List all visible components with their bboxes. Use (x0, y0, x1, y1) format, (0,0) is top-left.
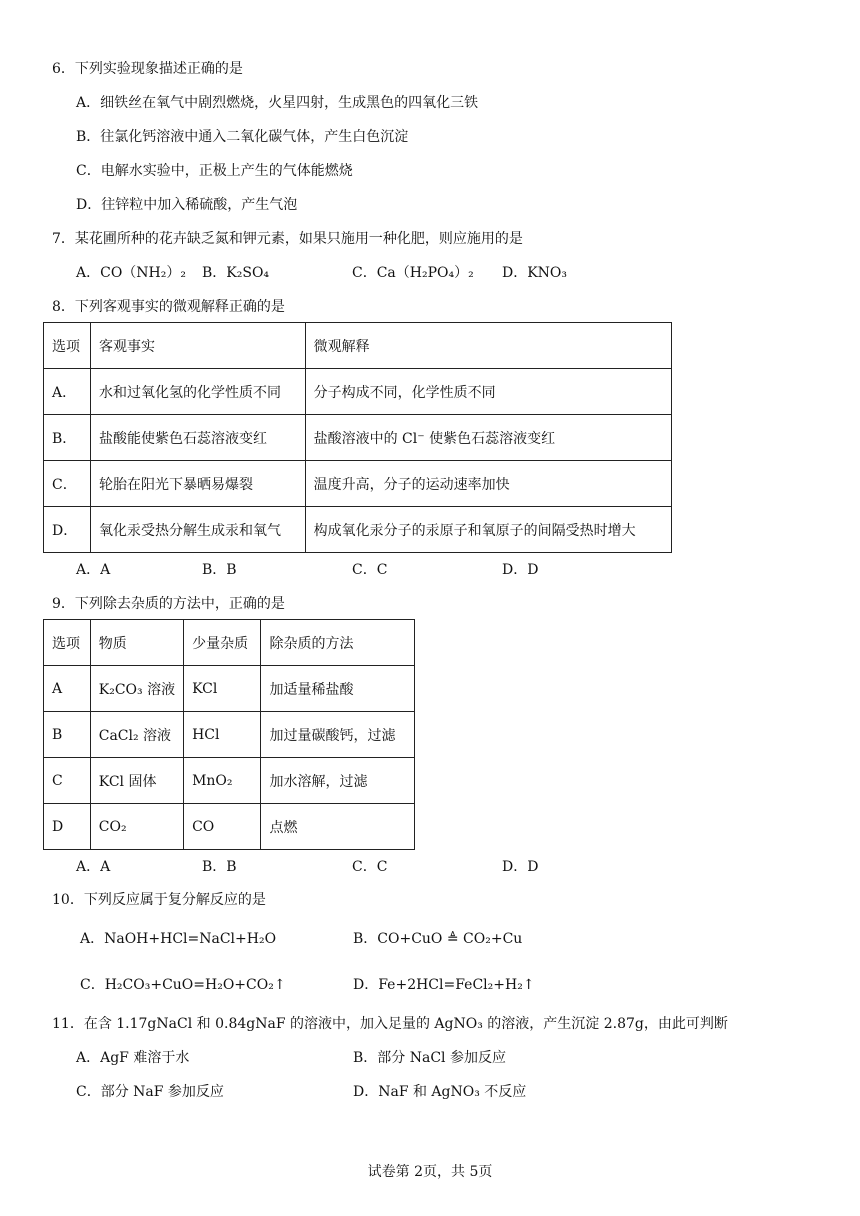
table-cell: A． (44, 369, 91, 415)
table-cell: C． (44, 461, 91, 507)
question-9-table (43, 619, 415, 850)
question-7-option-a: A．CO（NH₂）₂ (76, 265, 186, 281)
table-header-cell: 选项 (44, 620, 91, 666)
table-cell: KCl 固体 (90, 758, 183, 804)
table-header-cell: 客观事实 (90, 323, 305, 369)
question-6-option-d: D．往锌粒中加入稀硫酸，产生气泡 (76, 197, 298, 213)
question-7-option-d: D．KNO₃ (502, 265, 568, 281)
question-8-table (43, 322, 672, 553)
table-row (44, 712, 415, 758)
table-cell: 点燃 (261, 804, 415, 850)
table-cell: C (44, 758, 91, 804)
table-cell: B (44, 712, 91, 758)
table-cell: A (44, 666, 91, 712)
question-10-option-c: C．H₂CO₃+CuO=H₂O+CO₂↑ (80, 977, 286, 993)
table-row (44, 415, 672, 461)
table-row (44, 507, 672, 553)
question-9-option-a: A．A (76, 859, 111, 875)
table-row (44, 758, 415, 804)
table-cell: 构成氧化汞分子的汞原子和氧原子的间隔受热时增大 (305, 507, 671, 553)
question-11-option-a: A．AgF 难溶于水 (76, 1050, 190, 1066)
question-9-option-d: D．D (502, 859, 539, 875)
table-cell: KCl (184, 666, 261, 712)
question-7-option-c: C．Ca（H₂PO₄）₂ (352, 265, 474, 281)
table-cell: 盐酸溶液中的 Cl⁻ 使紫色石蕊溶液变红 (305, 415, 671, 461)
question-10-option-b: B．CO+CuO ≜ CO₂+Cu (353, 931, 523, 947)
table-cell: 加适量稀盐酸 (261, 666, 415, 712)
table-cell: CaCl₂ 溶液 (90, 712, 183, 758)
table-row (44, 804, 415, 850)
question-11-option-b: B．部分 NaCl 参加反应 (353, 1050, 506, 1066)
question-11-stem: 11．在含 1.17gNaCl 和 0.84gNaF 的溶液中，加入足量的 AgNO₃ 的溶液，产生沉淀 2.87g，由此可判断 (52, 1016, 728, 1032)
table-cell: 氧化汞受热分解生成汞和氧气 (90, 507, 305, 553)
question-6-stem: 6．下列实验现象描述正确的是 (52, 61, 243, 77)
table-header-cell: 微观解释 (305, 323, 671, 369)
table-cell: D (44, 804, 91, 850)
question-6-option-c: C．电解水实验中，正极上产生的气体能燃烧 (76, 163, 353, 179)
table-row (44, 666, 415, 712)
table-cell: 加过量碳酸钙，过滤 (261, 712, 415, 758)
table-cell: 轮胎在阳光下暴晒易爆裂 (90, 461, 305, 507)
question-11-option-d: D．NaF 和 AgNO₃ 不反应 (353, 1084, 527, 1100)
question-10-option-d: D．Fe+2HCl=FeCl₂+H₂↑ (353, 977, 535, 993)
question-8-option-c: C．C (352, 562, 388, 578)
table-cell: CO (184, 804, 261, 850)
table-cell: K₂CO₃ 溶液 (90, 666, 183, 712)
table-cell: MnO₂ (184, 758, 261, 804)
question-7-option-b: B．K₂SO₄ (202, 265, 270, 281)
question-10-option-a: A．NaOH+HCl=NaCl+H₂O (80, 931, 277, 947)
table-header-cell: 少量杂质 (184, 620, 261, 666)
table-header-row (44, 620, 415, 666)
question-11-option-c: C．部分 NaF 参加反应 (76, 1084, 224, 1100)
table-cell: 温度升高，分子的运动速率加快 (305, 461, 671, 507)
question-8-option-d: D．D (502, 562, 539, 578)
question-7-stem: 7．某花圃所种的花卉缺乏氮和钾元素，如果只施用一种化肥，则应施用的是 (52, 231, 523, 247)
question-8-option-a: A．A (76, 562, 111, 578)
question-9-option-c: C．C (352, 859, 388, 875)
table-header-cell: 选项 (44, 323, 91, 369)
question-8-option-b: B．B (202, 562, 237, 578)
question-9-option-b: B．B (202, 859, 237, 875)
question-9-stem: 9．下列除去杂质的方法中，正确的是 (52, 596, 285, 612)
table-cell: D． (44, 507, 91, 553)
question-8-stem: 8．下列客观事实的微观解释正确的是 (52, 299, 285, 315)
question-6-option-b: B．往氯化钙溶液中通入二氧化碳气体，产生白色沉淀 (76, 129, 409, 145)
table-cell: 加水溶解，过滤 (261, 758, 415, 804)
question-10-stem: 10．下列反应属于复分解反应的是 (52, 892, 266, 908)
table-row (44, 369, 672, 415)
table-row (44, 461, 672, 507)
question-6-option-a: A．细铁丝在氧气中剧烈燃烧，火星四射，生成黑色的四氧化三铁 (76, 95, 479, 111)
table-cell: B． (44, 415, 91, 461)
table-cell: 盐酸能使紫色石蕊溶液变红 (90, 415, 305, 461)
table-header-cell: 除杂质的方法 (261, 620, 415, 666)
table-cell: 分子构成不同，化学性质不同 (305, 369, 671, 415)
table-header-cell: 物质 (90, 620, 183, 666)
table-cell: HCl (184, 712, 261, 758)
table-header-row (44, 323, 672, 369)
page-footer: 试卷第 2页，共 5页 (367, 1164, 493, 1180)
table-cell: CO₂ (90, 804, 183, 850)
table-cell: 水和过氧化氢的化学性质不同 (90, 369, 305, 415)
